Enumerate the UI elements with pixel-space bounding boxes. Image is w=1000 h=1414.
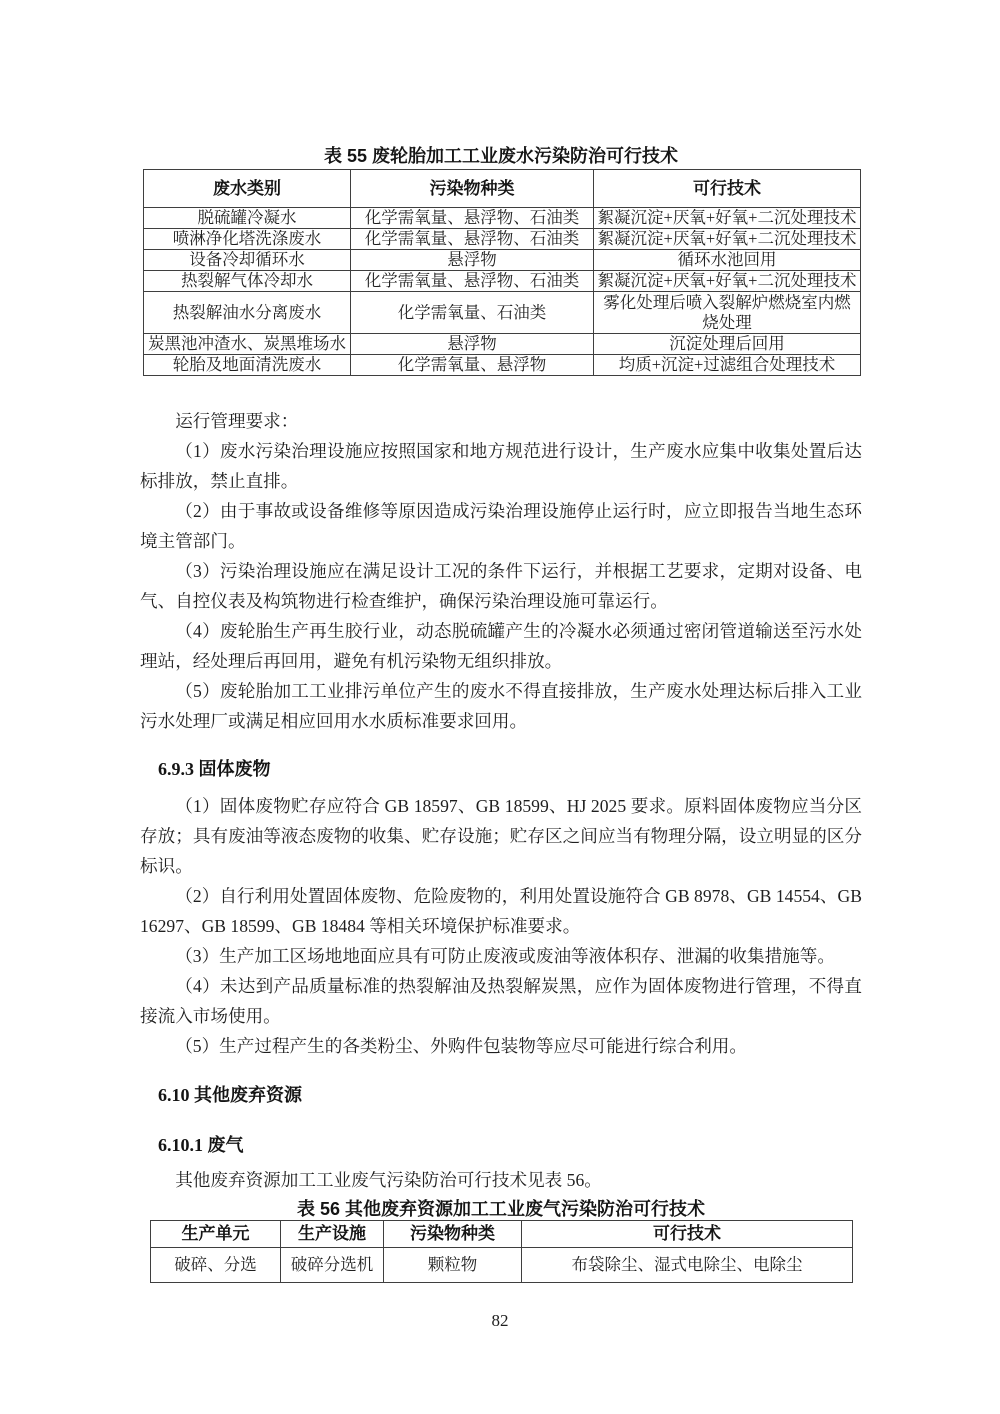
table-55-cell: 脱硫罐冷凝水	[144, 208, 351, 229]
table-55-cell: 絮凝沉淀+厌氧+好氧+二沉处理技术	[594, 208, 861, 229]
table-55-cell: 悬浮物	[351, 250, 594, 271]
paragraph-sw-item-4: （4）未达到产品质量标准的热裂解油及热裂解炭黑，应作为固体废物进行管理，不得直接流入市场使用。	[140, 976, 862, 1026]
section-number: 6.10	[158, 1085, 190, 1105]
table-56-header-cell: 污染物种类	[384, 1221, 522, 1248]
page-number: 82	[491, 1311, 509, 1330]
table-55-header-row	[144, 170, 861, 208]
table-55-header-cell: 可行技术	[594, 170, 861, 208]
table-55-cell: 絮凝沉淀+厌氧+好氧+二沉处理技术	[594, 229, 861, 250]
section-number: 6.10.1	[158, 1135, 203, 1155]
paragraph-ops-intro: 运行管理要求：	[175, 411, 299, 431]
section-title: 固体废物	[198, 759, 271, 779]
table-55-cell: 化学需氧量、悬浮物、石油类	[351, 208, 594, 229]
table-55-cell: 喷淋净化塔洗涤废水	[144, 229, 351, 250]
paragraph-sw-item-5: （5）生产过程产生的各类粉尘、外购件包装物等应尽可能进行综合利用。	[175, 1036, 747, 1056]
table-56-cell: 布袋除尘、湿式电除尘、电除尘	[522, 1248, 853, 1283]
table-55-cell: 设备冷却循环水	[144, 250, 351, 271]
paragraph-gas-intro: 其他废弃资源加工工业废气污染防治可行技术见表 56。	[175, 1170, 602, 1190]
table-row	[151, 1248, 853, 1283]
table-55-header-cell: 污染物种类	[351, 170, 594, 208]
table-row	[144, 208, 861, 229]
table-56-cell: 颗粒物	[384, 1248, 522, 1283]
table-55-cell: 热裂解油水分离废水	[144, 292, 351, 334]
table-56-caption: 表 56 其他废弃资源加工工业废气污染防治可行技术	[296, 1199, 706, 1219]
paragraph-sw-item-1: （1）固体废物贮存应符合 GB 18597、GB 18599、HJ 2025 要求。原料固体废物应当分区存放；具有废油等液态废物的收集、贮存设施；贮存区之间应当有物理分隔，设立明显的区分标识。	[140, 796, 862, 876]
table-55-cell: 沉淀处理后回用	[594, 334, 861, 355]
table-56	[150, 1220, 853, 1283]
table-56-cell: 破碎、分选	[151, 1248, 281, 1283]
paragraph-sw-item-3: （3）生产加工区场地地面应具有可防止废液或废油等液体积存、泄漏的收集措施等。	[175, 946, 835, 966]
section-number: 6.9.3	[158, 759, 194, 779]
table-55-cell: 轮胎及地面清洗废水	[144, 355, 351, 376]
table-56-header-cell: 可行技术	[522, 1221, 853, 1248]
table-55-caption: 表 55 废轮胎加工工业废水污染防治可行技术	[323, 146, 679, 166]
table-row	[144, 250, 861, 271]
table-55	[143, 169, 861, 376]
page-content	[140, 0, 862, 1283]
solid-waste-paragraphs	[140, 791, 862, 1061]
table-55-cell: 化学需氧量、悬浮物、石油类	[351, 271, 594, 292]
paragraph-ops-item-2: （2）由于事故或设备维修等原因造成污染治理设施停止运行时，应立即报告当地生态环境主管部门。	[140, 501, 862, 551]
table-55-cell: 化学需氧量、悬浮物、石油类	[351, 229, 594, 250]
table-56-header-row	[151, 1221, 853, 1248]
paragraph-ops-item-5: （5）废轮胎加工工业排污单位产生的废水不得直接排放，生产废水处理达标后排入工业污水处理厂或满足相应回用水水质标准要求回用。	[140, 681, 862, 731]
table-row	[144, 271, 861, 292]
table-56-header-cell: 生产单元	[151, 1221, 281, 1248]
table-55-cell: 化学需氧量、石油类	[351, 292, 594, 334]
table-row	[144, 355, 861, 376]
table-55-cell: 絮凝沉淀+厌氧+好氧+二沉处理技术	[594, 271, 861, 292]
paragraph-ops-item-1: （1）废水污染治理设施应按照国家和地方规范进行设计，生产废水应集中收集处置后达标排放，禁止直排。	[140, 441, 862, 491]
section-heading-6-9-3	[140, 756, 862, 782]
paragraph-ops-item-4: （4）废轮胎生产再生胶行业，动态脱硫罐产生的冷凝水必须通过密闭管道输送至污水处理站，经处理后再回用，避免有机污染物无组织排放。	[140, 621, 862, 671]
section-title: 其他废弃资源	[194, 1085, 302, 1105]
table-55-cell: 炭黑池冲渣水、炭黑堆场水	[144, 334, 351, 355]
table-55-header-cell: 废水类别	[144, 170, 351, 208]
table-56-header-cell: 生产设施	[281, 1221, 384, 1248]
table-55-cell: 悬浮物	[351, 334, 594, 355]
table-55-cell: 化学需氧量、悬浮物	[351, 355, 594, 376]
paragraph-ops-item-3: （3）污染治理设施应在满足设计工况的条件下运行，并根据工艺要求，定期对设备、电气、自控仪表及构筑物进行检查维护，确保污染治理设施可靠运行。	[140, 561, 862, 611]
table-row	[144, 334, 861, 355]
table-row	[144, 229, 861, 250]
table-row	[144, 292, 861, 334]
paragraph-sw-item-2: （2）自行利用处置固体废物、危险废物的，利用处置设施符合 GB 8978、GB 14554、GB 16297、GB 18599、GB 18484 等相关环境保护标准要求。	[140, 886, 862, 936]
table-55-cell: 雾化处理后喷入裂解炉燃烧室内燃烧处理	[594, 292, 861, 334]
section-title: 废气	[207, 1135, 244, 1155]
table-55-cell: 热裂解气体冷却水	[144, 271, 351, 292]
table-55-cell: 循环水池回用	[594, 250, 861, 271]
section-heading-6-10-1	[140, 1132, 862, 1158]
section-heading-6-10	[140, 1082, 862, 1108]
table-56-cell: 破碎分选机	[281, 1248, 384, 1283]
table-55-cell: 均质+沉淀+过滤组合处理技术	[594, 355, 861, 376]
